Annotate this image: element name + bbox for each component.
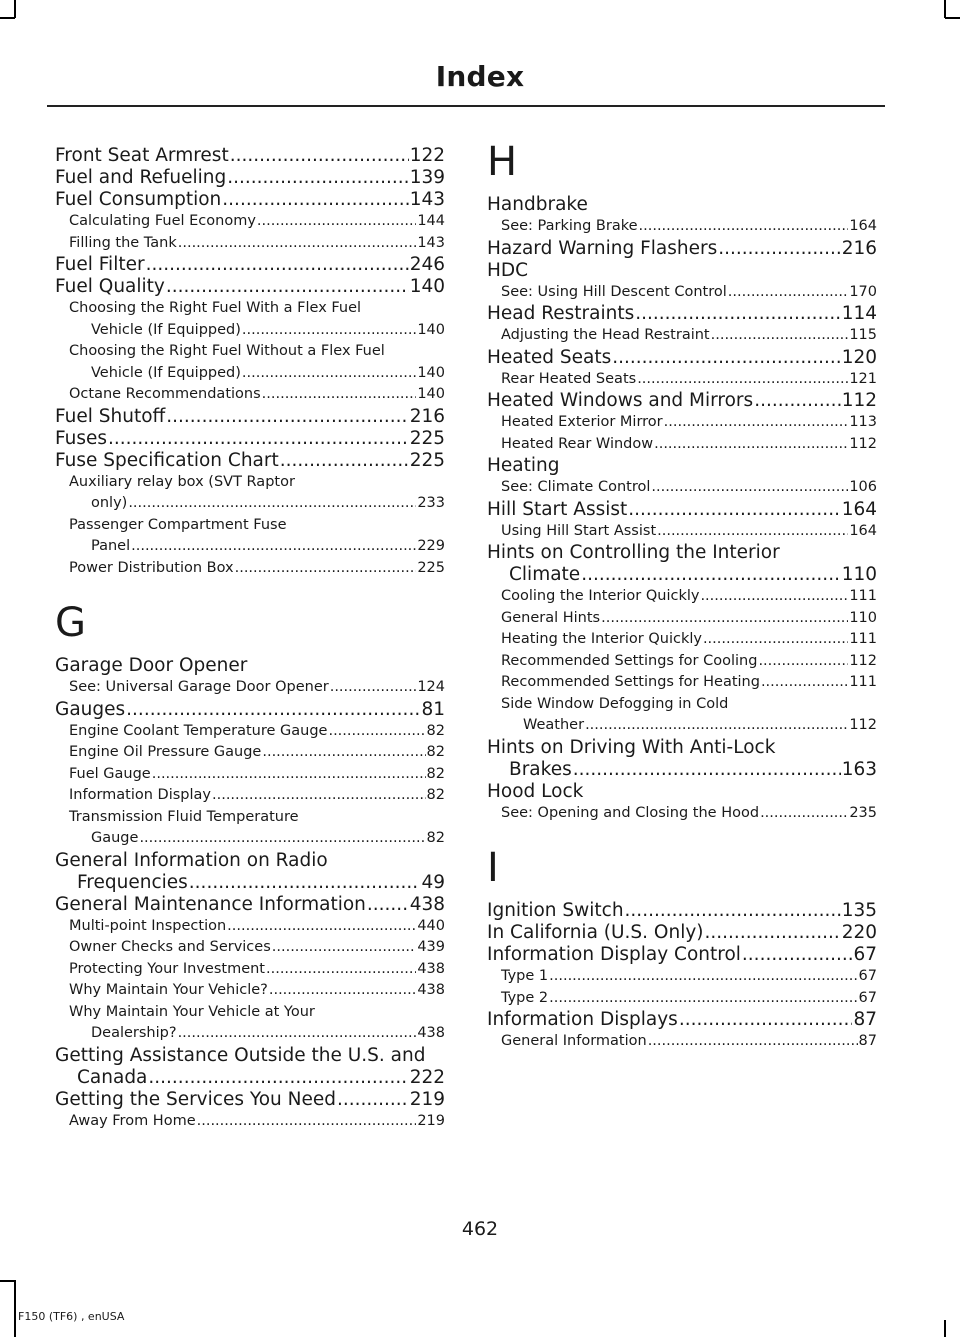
- section-letter: G: [55, 600, 86, 646]
- index-heading: HDC: [487, 259, 529, 281]
- index-heading: Garage Door Opener: [55, 655, 248, 676]
- index-subentry-line: Transmission Fluid Temperature: [69, 808, 299, 825]
- index-entry[interactable]: Front Seat Armrest ..... 122: [55, 145, 445, 167]
- index-subentry[interactable]: Rear Heated Seats ..... 121: [487, 369, 877, 391]
- index-heading: Handbrake: [487, 194, 588, 215]
- index-subentry[interactable]: Heated Rear Window ..... 112: [487, 434, 877, 456]
- index-entry[interactable]: Canada ..... 222: [55, 1067, 445, 1089]
- index-see-reference[interactable]: See: Climate Control ..... 106: [487, 477, 877, 499]
- index-subentry[interactable]: Type 2 ..... 67: [487, 988, 877, 1010]
- crop-mark: [0, 1280, 15, 1282]
- crop-mark: [14, 0, 16, 18]
- index-entry[interactable]: Getting the Services You Need ..... 219: [55, 1089, 445, 1111]
- index-entry[interactable]: Hazard Warning Flashers ..... 216: [487, 238, 877, 260]
- index-entry[interactable]: Heated Seats ..... 120: [487, 347, 877, 369]
- index-entry[interactable]: Frequencies ..... 49: [55, 872, 445, 894]
- index-subentry-line: Why Maintain Your Vehicle at Your: [69, 1003, 315, 1020]
- index-heading: Heating: [487, 455, 560, 476]
- index-subentry[interactable]: Recommended Settings for Heating ..... 111: [487, 672, 877, 694]
- index-subentry[interactable]: Filling the Tank ..... 143: [55, 233, 445, 255]
- page-title: Index: [435, 60, 525, 93]
- index-subentry[interactable]: Panel ..... 229: [55, 536, 445, 558]
- index-column-right: [487, 140, 877, 1053]
- index-subentry[interactable]: Engine Oil Pressure Gauge ..... 82: [55, 742, 445, 764]
- index-subentry[interactable]: Heating the Interior Quickly ..... 111: [487, 629, 877, 651]
- crop-mark: [945, 17, 960, 19]
- footer-doc-code: F150 (TF6) , enUSA: [18, 1310, 125, 1323]
- index-entry-line: Hints on Controlling the Interior: [487, 542, 780, 563]
- index-entry[interactable]: Head Restraints ..... 114: [487, 303, 877, 325]
- section-letter: I: [487, 845, 499, 891]
- index-subentry[interactable]: Weather ..... 112: [487, 715, 877, 737]
- section-letter: H: [487, 139, 518, 185]
- index-subentry[interactable]: Adjusting the Head Restraint ..... 115: [487, 325, 877, 347]
- index-subentry-line: Passenger Compartment Fuse: [69, 516, 287, 533]
- index-entry[interactable]: Heated Windows and Mirrors ..... 112: [487, 390, 877, 412]
- crop-mark: [14, 1280, 16, 1337]
- crop-mark: [944, 1320, 946, 1337]
- index-entry[interactable]: Hill Start Assist ..... 164: [487, 499, 877, 521]
- index-see-reference[interactable]: See: Opening and Closing the Hood ..... 235: [487, 803, 877, 825]
- index-entry[interactable]: Fuel Quality ..... 140: [55, 276, 445, 298]
- index-entry-line: General Information on Radio: [55, 849, 328, 871]
- index-subentry[interactable]: Dealership? ..... 438: [55, 1023, 445, 1045]
- index-subentry[interactable]: General Information ..... 87: [487, 1031, 877, 1053]
- index-entry[interactable]: Fuel Consumption ..... 143: [55, 189, 445, 211]
- index-entry[interactable]: Fuses ..... 225: [55, 428, 445, 450]
- index-subentry[interactable]: Heated Exterior Mirror ..... 113: [487, 412, 877, 434]
- index-column-left: [55, 145, 445, 1132]
- index-subentry[interactable]: Protecting Your Investment ..... 438: [55, 959, 445, 981]
- index-subentry[interactable]: Calculating Fuel Economy ..... 144: [55, 211, 445, 233]
- index-entry[interactable]: Climate ..... 110: [487, 564, 877, 586]
- index-subentry[interactable]: General Hints ..... 110: [487, 608, 877, 630]
- index-entry[interactable]: Fuel Shutoff ..... 216: [55, 406, 445, 428]
- index-subentry[interactable]: Octane Recommendations ..... 140: [55, 384, 445, 406]
- index-entry[interactable]: Brakes ..... 163: [487, 759, 877, 781]
- index-subentry[interactable]: Away From Home ..... 219: [55, 1111, 445, 1133]
- index-entry[interactable]: General Maintenance Information ..... 438: [55, 894, 445, 916]
- index-entry[interactable]: Fuse Specification Chart ..... 225: [55, 450, 445, 472]
- index-subentry[interactable]: Owner Checks and Services ..... 439: [55, 937, 445, 959]
- index-entry[interactable]: Ignition Switch ..... 135: [487, 900, 877, 922]
- index-see-reference[interactable]: See: Universal Garage Door Opener ..... 124: [55, 677, 445, 699]
- index-subentry[interactable]: Fuel Gauge ..... 82: [55, 764, 445, 786]
- index-subentry[interactable]: Engine Coolant Temperature Gauge ..... 82: [55, 721, 445, 743]
- index-subentry[interactable]: Why Maintain Your Vehicle? ..... 438: [55, 980, 445, 1002]
- crop-mark: [944, 0, 946, 18]
- index-subentry[interactable]: Power Distribution Box ..... 225: [55, 558, 445, 580]
- index-subentry-line: Side Window Defogging in Cold: [501, 695, 729, 712]
- index-subentry[interactable]: Using Hill Start Assist ..... 164: [487, 521, 877, 543]
- index-subentry-line: Auxiliary relay box (SVT Raptor: [69, 473, 295, 490]
- index-subentry[interactable]: Cooling the Interior Quickly ..... 111: [487, 586, 877, 608]
- index-subentry[interactable]: Recommended Settings for Cooling ..... 112: [487, 651, 877, 673]
- title-divider: [47, 105, 885, 107]
- index-subentry[interactable]: Gauge ..... 82: [55, 828, 445, 850]
- index-entry[interactable]: Information Displays ..... 87: [487, 1009, 877, 1031]
- index-subentry[interactable]: Multi-point Inspection ..... 440: [55, 916, 445, 938]
- crop-mark: [0, 17, 15, 19]
- index-entry-line: Hints on Driving With Anti-Lock: [487, 736, 776, 758]
- index-see-reference[interactable]: See: Parking Brake ..... 164: [487, 216, 877, 238]
- index-heading: Hood Lock: [487, 780, 584, 802]
- index-entry[interactable]: Gauges ..... 81: [55, 699, 445, 721]
- index-subentry[interactable]: only) ..... 233: [55, 493, 445, 515]
- index-subentry-line: Choosing the Right Fuel With a Flex Fuel: [69, 300, 362, 316]
- index-subentry-line: Choosing the Right Fuel Without a Flex Fuel: [69, 343, 385, 359]
- index-subentry[interactable]: Type 1 ..... 67: [487, 966, 877, 988]
- index-entry[interactable]: Information Display Control ..... 67: [487, 944, 877, 966]
- index-entry-line: Getting Assistance Outside the U.S. and: [55, 1044, 426, 1066]
- index-subentry[interactable]: Vehicle (If Equipped) ..... 140: [55, 363, 445, 385]
- index-subentry[interactable]: Vehicle (If Equipped) ..... 140: [55, 320, 445, 342]
- index-entry[interactable]: In California (U.S. Only) ..... 220: [487, 922, 877, 944]
- page-number: 462: [461, 1218, 499, 1240]
- index-see-reference[interactable]: See: Using Hill Descent Control ..... 170: [487, 282, 877, 304]
- index-entry[interactable]: Fuel Filter ..... 246: [55, 254, 445, 276]
- index-subentry[interactable]: Information Display ..... 82: [55, 785, 445, 807]
- index-entry[interactable]: Fuel and Refueling ..... 139: [55, 167, 445, 189]
